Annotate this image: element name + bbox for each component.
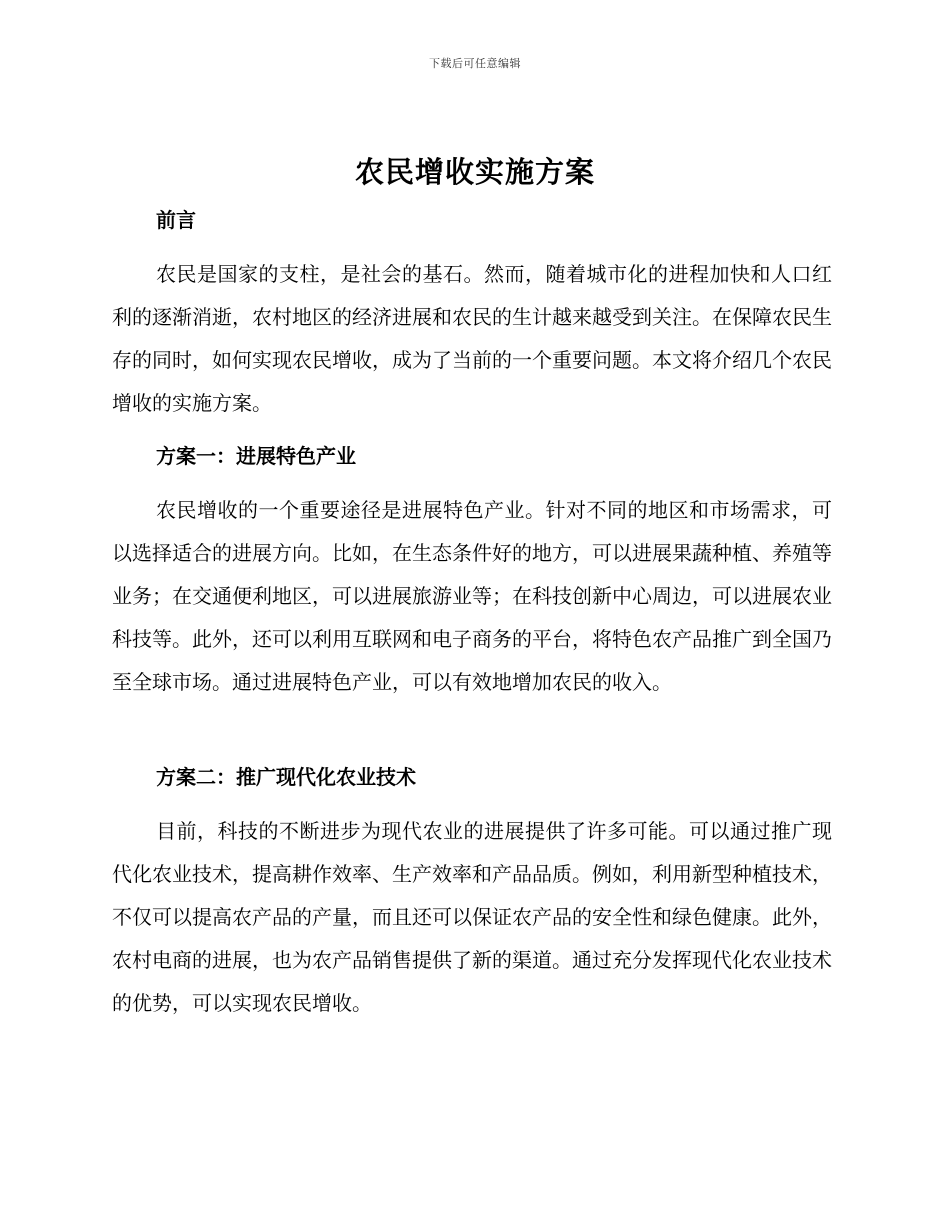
section-heading-preface: 前言 (156, 208, 196, 232)
section-paragraph-plan-two: 目前，科技的不断进步为现代农业的进展提供了许多可能。可以通过推广现代化农业技术，提高耕作效率、生产效率和产品品质。例如，利用新型种植技术，不仅可以提高农产品的产量，而且还可以保证农产品的安全性和绿色健康。此外，农村电商的进展，也为农产品销售提供了新的渠道。通过充分发挥现代化农业技术的优势，可以实现农民增收。 (112, 819, 832, 1015)
section-paragraph-preface: 农民是国家的支柱，是社会的基石。然而，随着城市化的进程加快和人口红利的逐渐消逝，农村地区的经济进展和农民的生计越来越受到关注。在保障农民生存的同时，如何实现农民增收，成为了当前的一个重要问题。本文将介绍几个农民增收的实施方案。 (112, 262, 832, 415)
document-title: 农民增收实施方案 (354, 155, 595, 189)
section-heading-plan-two: 方案二：推广现代化农业技术 (156, 765, 416, 789)
section-paragraph-plan-one: 农民增收的一个重要途径是进展特色产业。针对不同的地区和市场需求，可以选择适合的进展方向。比如，在生态条件好的地方，可以进展果蔬种植、养殖等业务；在交通便利地区，可以进展旅游业等；在科技创新中心周边，可以进展农业科技等。此外，还可以利用互联网和电子商务的平台，将特色农产品推广到全国乃至全球市场。通过进展特色产业，可以有效地增加农民的收入。 (112, 498, 832, 694)
section-heading-plan-one: 方案一：进展特色产业 (156, 444, 356, 468)
page-header-note: 下载后可任意编辑 (429, 57, 521, 70)
